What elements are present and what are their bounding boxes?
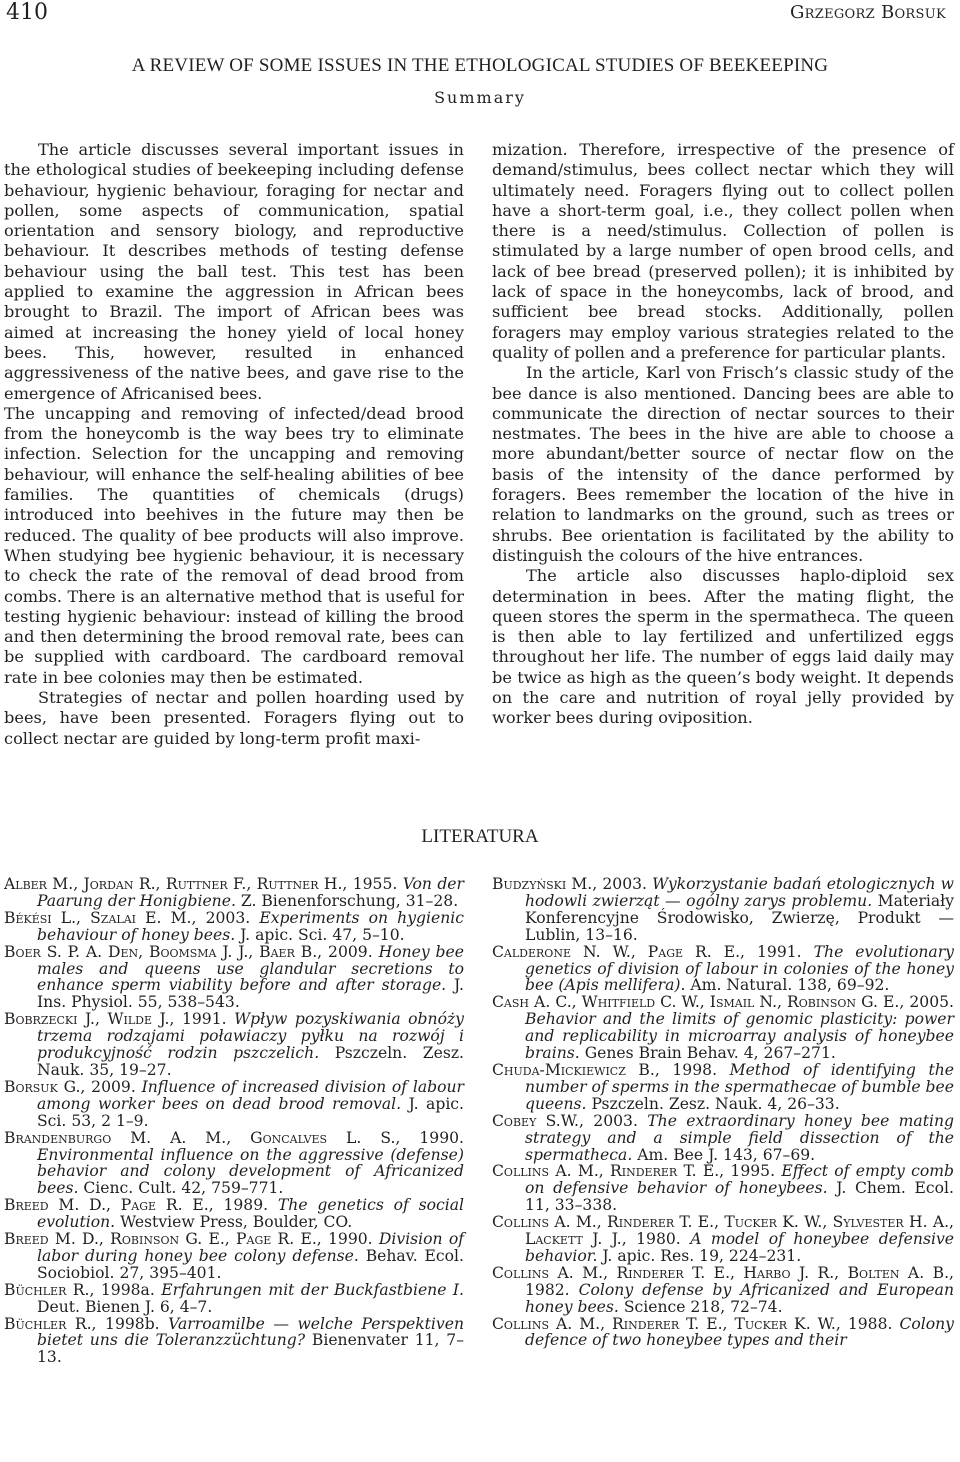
reference-entry: Collins A. M., Rinderer T. E., Harbo J. R., Bolten A. B., 1982. Colony defense by Africanized and European honey bees. Science 218, 72–74. [492, 1263, 954, 1316]
reference-authors: Budzyński M., [492, 875, 598, 893]
reference-authors: Collins A. M., Rinderer T. E., Tucker K. W., Sylvester H. A., Lackett J. J., [492, 1213, 954, 1249]
references-left-column [4, 876, 464, 1366]
reference-authors: Büchler R., [4, 1314, 97, 1333]
reference-title: Behavior and the limits of genomic plasticity: power and replicability in microarray analysis of honeybee brains. [525, 1010, 954, 1063]
reference-source: J. apic. Sci. 47, 5–10. [235, 925, 405, 944]
reference-title: A model of honeybee defensive behavior. [525, 1230, 954, 1265]
reference-title: Von der Paarung der Honigbiene. [37, 875, 464, 910]
reference-entry: Brandenburgo M. A. M., Goncalves L. S., 1990. Environmental influence on the aggressive (defense) behavior and colony development of Africanized bees. Cienc. Cult. 42, 759–771. [4, 1128, 465, 1198]
reference-title: Varroamilbe — welche Perspektiven bietet uns die Toleranzzüchtung? [37, 1314, 464, 1350]
summary-paragraph: The article discusses several important issues in the ethological studies of beekeeping including defense behaviour, hygienic behaviour, foraging for nectar and pollen, some aspects of communication, spatial orientation and sensory biology, and reproductive behaviour. It describes methods of testing defense behaviour using the ball test. This test has been applied to examine the aggression in African bees brought to Brazil. The import of African bees was aimed at increasing the honey yield of local honey bees. This, however, resulted in enhanced aggressiveness of the native bees, and gave rise to the emergence of Africanised bees. [4, 140, 464, 403]
reference-entry: Boer S. P. A. Den, Boomsma J. J., Baer B., 2009. Honey bee males and queens use glandular secretions to enhance sperm viability before and after storage. J. Ins. Physiol. 55, 538–543. [4, 942, 465, 1012]
reference-entry: Collins A. M., Rinderer T. E., Tucker K. W., 1988. Colony defence of two honeybee types and their [492, 1314, 954, 1350]
reference-entry: Borsuk G., 2009. Influence of increased division of labour among worker bees on dead brood removal. J. apic. Sci. 53, 2 1–9. [4, 1077, 465, 1130]
reference-source: Z. Bienenforschung, 31–28. [235, 891, 459, 910]
reference-authors: Collins A. M., Rinderer T. E., [492, 1162, 725, 1181]
reference-source: Bienenvater 11, 7–13. [37, 1331, 464, 1367]
reference-authors: Breed M. D., Page R. E., [4, 1196, 214, 1215]
reference-source: Westview Press, Boulder, CO. [115, 1213, 353, 1232]
reference-title: Environmental influence on the aggressive (defense) behavior and colony development of Africanized bees. [37, 1145, 464, 1198]
reference-entry: Cobey S.W., 2003. The extraordinary honey bee mating strategy and a simple field dissection of the spermatheca. Am. Bee J. 143, 67–69. [492, 1111, 954, 1164]
reference-title: Effect of empty comb on defensive behavior of honeybees. [525, 1162, 954, 1198]
reference-title: Wpływ pozyskiwania obnóży trzema rodzajami poławiaczy pyłku na rozwój i produkcyjność rodzin pszczelich. [37, 1010, 464, 1063]
reference-entry: Büchler R., 1998a. Erfahrungen mit der Buckfastbiene I. Deut. Bienen J. 6, 4–7. [4, 1280, 464, 1316]
reference-authors: Alber M., Jordan R., Ruttner F., Ruttner H., [4, 875, 348, 893]
reference-title: Colony defense by Africanized and European honey bees. [525, 1280, 954, 1316]
reference-authors: Breed M. D., Robinson G. E., Page R. E., [4, 1230, 322, 1249]
reference-entry: Budzyński M., 2003. Wykorzystanie badań etologicznych w hodowli zwierząt — ogólny zarys problemu. Materiały Konferencyjne Środowisko, Zwierzę, Produkt — Lublin, 13–16. [492, 875, 955, 944]
reference-title: Colony defence of two honeybee types and their [525, 1314, 954, 1350]
reference-source: Am. Bee J. 143, 67–69. [632, 1145, 816, 1164]
summary-paragraph: In the article, Karl von Frisch’s classic study of the bee dance is also mentioned. Dancing bees are able to communicate the direction of nectar sources to their nestmates. The bees in the hive are able to choose a more abundant/better source of nectar flow on the basis of the intensity of the dance performed by foragers. Bees remember the location of the hive in relation to landmarks on the ground, such as trees or shrubs. Bee orientation is facilitated by the ability to distinguish the colours of the hive entrances. [492, 363, 954, 565]
reference-entry: Alber M., Jordan R., Ruttner F., Ruttner H., 1955. Von der Paarung der Honigbiene. Z. Bienenforschung, 31–28. [4, 875, 464, 910]
article-title: A REVIEW OF SOME ISSUES IN THE ETHOLOGICAL STUDIES OF BEEKEEPING [131, 55, 829, 76]
reference-title: The evolutionary genetics of division of labour in colonies of the honey bee (Apis mellifera). [525, 942, 954, 995]
reference-source: J. apic. Sci. 53, 2 1–9. [37, 1094, 464, 1130]
reference-title: Division of labor during honey bee colony defense. [37, 1230, 465, 1265]
reference-entry: Bobrzecki J., Wilde J., 1991. Wpływ pozyskiwania obnóży trzema rodzajami poławiaczy pyłku na rozwój i produkcyjność rodzin pszczelich. Pszczeln. Zesz. Nauk. 35, 19–27. [4, 1010, 464, 1079]
summary-paragraph: Strategies of nectar and pollen hoarding used by bees, have been presented. Foragers flying out to collect nectar are guided by long-term profit maxi- [4, 688, 464, 748]
reference-source: Cienc. Cult. 42, 759–771. [78, 1179, 284, 1198]
reference-authors: Békési L., Szalai E. M., [4, 908, 197, 927]
reference-authors: Cash A. C., Whitfield C. W., Ismail N., Robinson G. E., [492, 993, 905, 1012]
page-number: 410 [6, 0, 48, 25]
reference-authors: Cobey S.W., [492, 1111, 584, 1130]
reference-entry: Collins A. M., Rinderer T. E., 1995. Effect of empty comb on defensive behavior of honeybees. J. Chem. Ecol. 11, 33–338. [492, 1162, 954, 1215]
reference-source: Materiały Konferencyjne Środowisko, Zwierzę, Produkt — Lublin, 13–16. [525, 891, 955, 944]
reference-authors: Borsuk G., [4, 1077, 86, 1096]
summary-right-column [492, 140, 954, 729]
reference-authors: Calderone N. W., Page R. E., [492, 942, 745, 961]
reference-source: Am. Natural. 138, 69–92. [685, 976, 890, 995]
page-header [0, 0, 960, 28]
summary-label: Summary [434, 88, 526, 107]
reference-title: Influence of increased division of labour among worker bees on dead brood removal. [37, 1077, 465, 1113]
summary-paragraph: The uncapping and removing of infected/dead brood from the honeycomb is the way bees try to eliminate infection. Selection for the uncapping and removing behaviour, will enhance the self-healing abilities of bee families. The quantities of chemicals (drugs) introduced into beehives in the future may then be reduced. The quality of bee products will also improve. When studying bee hygienic behaviour, it is necessary to check the rate of the removal of dead brood from combs. There is an alternative method that is useful for testing hygienic behaviour: instead of killing the brood and then determining the brood removal rate, bees can be supplied with cardboard. The cardboard removal rate in bee colonies may then be estimated. [4, 403, 464, 687]
reference-title: The extraordinary honey bee mating strategy and a simple field dissection of the spermatheca. [525, 1111, 954, 1164]
reference-title: Erfahrungen mit der Buckfastbiene I. [161, 1280, 464, 1299]
reference-authors: Collins A. M., Rinderer T. E., Tucker K. W., [492, 1314, 841, 1333]
reference-source: Deut. Bienen J. 6, 4–7. [37, 1297, 213, 1316]
reference-source: J. Chem. Ecol. 11, 33–338. [525, 1179, 954, 1215]
reference-authors: Collins A. M., Rinderer T. E., Harbo J. R., Bolten A. B., [492, 1263, 954, 1282]
reference-source: Pszczeln. Zesz. Nauk. 35, 19–27. [37, 1044, 464, 1079]
reference-authors: Boer S. P. A. Den, Boomsma J. J., Baer B., [4, 942, 323, 961]
summary-paragraph: The article also discusses haplo-diploid sex determination in bees. After the mating flight, the queen stores the sperm in the spermatheca. The queen is then able to lay fertilized and unfertilized eggs throughout her life. The number of eggs laid daily may be twice as high as the queen’s body weight. It depends on the care and nutrition of royal jelly provided by worker bees during oviposition. [492, 566, 954, 728]
reference-title: Method of identifying the number of sperms in the spermathecae of bumble bee queens. [525, 1060, 954, 1113]
reference-source: Pszczeln. Zesz. Nauk. 4, 26–33. [586, 1094, 840, 1113]
reference-title: Honey bee males and queens use glandular secretions to enhance sperm viability before and after storage. [37, 942, 465, 995]
references-right-column [492, 876, 954, 1349]
reference-authors: Bobrzecki J., Wilde J., [4, 1010, 175, 1029]
summary-paragraph: mization. Therefore, irrespective of the presence of demand/stimulus, bees collect nectar which they will ultimately need. Foragers flying out to collect pollen have a short-term goal, i.e., they collect pollen when there is a need/stimulus. Collection of pollen is stimulated by a large number of open brood cells, and lack of bee bread (preserved pollen); it is inhibited by lack of space in the honeycombs, lack of brood, and sufficient bee bread stocks. Additionally, pollen foragers may employ various strategies related to the quality of pollen and a preference for particular plants. [492, 140, 954, 362]
literature-heading: LITERATURA [421, 826, 539, 847]
reference-entry: Breed M. D., Page R. E., 1989. The genetics of social evolution. Westview Press, Boulder, CO. [4, 1196, 465, 1232]
reference-entry: Calderone N. W., Page R. E., 1991. The evolutionary genetics of division of labour in colonies of the honey bee (Apis mellifera). Am. Natural. 138, 69–92. [492, 942, 954, 995]
running-head-author: Grzegorz Borsuk [789, 2, 946, 23]
summary-left-column [4, 140, 464, 749]
reference-source: Genes Brain Behav. 4, 267–271. [579, 1044, 836, 1063]
reference-entry: Collins A. M., Rinderer T. E., Tucker K. W., Sylvester H. A., Lackett J. J., 1980. A model of honeybee defensive behavior. J. apic. Res. 19, 224–231. [492, 1213, 954, 1265]
reference-entry: Büchler R., 1998b. Varroamilbe — welche Perspektiven bietet uns die Toleranzzüchtung? Bienenvater 11, 7–13. [4, 1314, 464, 1367]
reference-entry: Breed M. D., Robinson G. E., Page R. E., 1990. Division of labor during honey bee colony defense. Behav. Ecol. Sociobiol. 27, 395–401. [4, 1230, 465, 1282]
reference-source: J. apic. Res. 19, 224–231. [597, 1246, 802, 1265]
reference-entry: Békési L., Szalai E. M., 2003. Experiments on hygienic behaviour of honey bees. J. apic. Sci. 47, 5–10. [4, 908, 464, 944]
reference-entry: Chuda-Mickiewicz B., 1998. Method of identifying the number of sperms in the spermathecae of bumble bee queens. Pszczeln. Zesz. Nauk. 4, 26–33. [492, 1060, 954, 1113]
reference-title: The genetics of social evolution. [37, 1196, 465, 1232]
reference-authors: Chuda-Mickiewicz B., [492, 1060, 660, 1079]
reference-source: J. Ins. Physiol. 55, 538–543. [37, 976, 464, 1012]
reference-authors: Brandenburgo M. A. M., Goncalves L. S., [4, 1128, 401, 1147]
reference-authors: Büchler R., [4, 1280, 95, 1299]
reference-title: Experiments on hygienic behaviour of honey bees. [37, 908, 464, 944]
reference-source: Behav. Ecol. Sociobiol. 27, 395–401. [37, 1246, 464, 1282]
reference-source: Science 218, 72–74. [618, 1297, 783, 1316]
reference-entry: Cash A. C., Whitfield C. W., Ismail N., Robinson G. E., 2005. Behavior and the limits of genomic plasticity: power and replicability in microarray analysis of honeybee brains. Genes Brain Behav. 4, 267–271. [492, 993, 954, 1063]
reference-title: Wykorzystanie badań etologicznych w hodowli zwierząt — ogólny zarys problemu. [525, 875, 955, 910]
